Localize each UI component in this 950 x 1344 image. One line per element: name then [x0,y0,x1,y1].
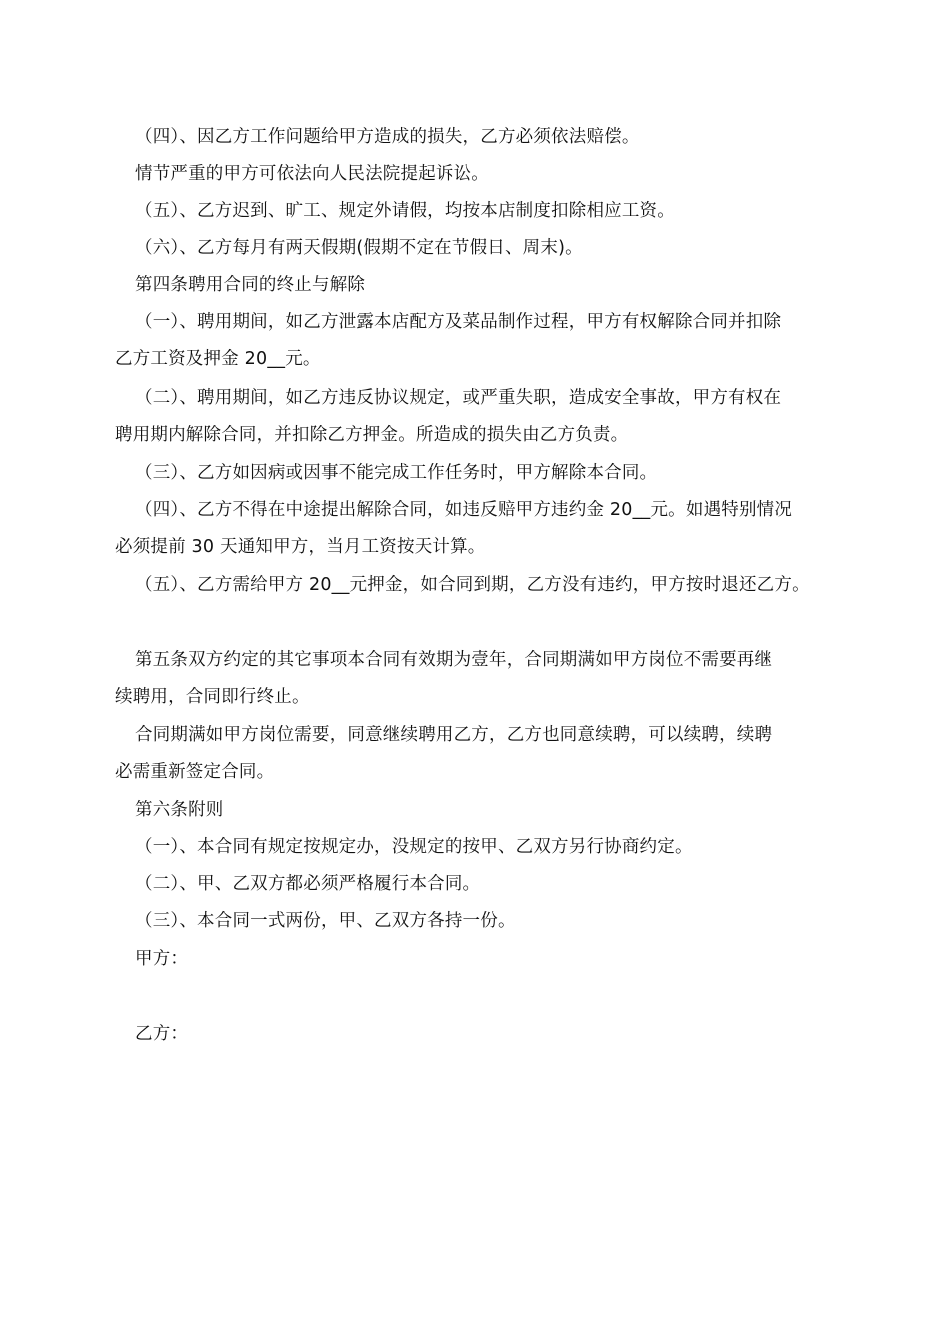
termination-clause-1 [115,304,855,378]
paragraph-line: 必需重新签定合同。 [115,762,275,782]
renewal-clause [115,717,855,791]
paragraph-line: （一）、聘用期间，如乙方泄露本店配方及菜品制作过程，甲方有权解除合同并扣除 [135,312,782,332]
section-heading: 第六条附则 [135,800,224,820]
clause-4-5 [115,193,855,230]
paragraph-line: 续聘用，合同即行终止。 [115,687,310,707]
termination-clause-2 [115,380,855,454]
paragraph-line: 第五条双方约定的其它事项本合同有效期为壹年，合同期满如甲方岗位不需要再继 [135,650,773,670]
supplementary-clause-2 [115,866,855,903]
party-b-signature [115,1016,855,1053]
clause-4-4-continued [115,156,855,193]
paragraph-line: 合同期满如甲方岗位需要，同意继续聘用乙方，乙方也同意续聘，可以续聘，续聘 [135,725,773,745]
paragraph-line: （三）、乙方如因病或因事不能完成工作任务时，甲方解除本合同。 [135,463,658,483]
supplementary-clause-1 [115,829,855,866]
supplementary-clause-3 [115,903,855,940]
paragraph-line: （二）、甲、乙双方都必须严格履行本合同。 [135,874,481,894]
paragraph-line: （二）、聘用期间，如乙方违反协议规定，或严重失职，造成安全事故，甲方有权在 [135,388,782,408]
termination-clause-4 [115,492,855,566]
article-6-heading [115,792,855,829]
article-4-heading [115,267,855,304]
paragraph-line: （四）、乙方不得在中途提出解除合同，如违反赔甲方违约金 20__元。如遇特别情况 [135,500,793,520]
termination-clause-5 [115,567,855,604]
paragraph-line: 乙方工资及押金 20__元。 [115,349,321,369]
party-a-signature [115,941,855,978]
paragraph-line: （五）、乙方需给甲方 20__元押金，如合同到期，乙方没有违约，甲方按时退还乙方。 [135,575,810,595]
article-5 [115,642,855,716]
clause-4-6 [115,230,855,267]
paragraph-line: （四）、因乙方工作问题给甲方造成的损失，乙方必须依法赔偿。 [135,127,640,147]
paragraph-line: 必须提前 30 天通知甲方，当月工资按天计算。 [115,537,486,557]
party-a-label: 甲方： [135,949,189,969]
section-heading: 第四条聘用合同的终止与解除 [135,275,366,295]
clause-4-4 [115,119,855,156]
paragraph-line: 聘用期内解除合同，并扣除乙方押金。所造成的损失由乙方负责。 [115,425,629,445]
party-b-label: 乙方： [135,1024,189,1044]
paragraph-line: （六）、乙方每月有两天假期(假期不定在节假日、周末)。 [135,238,583,258]
paragraph-line: （三）、本合同一式两份，甲、乙双方各持一份。 [135,911,516,931]
paragraph-line: （五）、乙方迟到、旷工、规定外请假，均按本店制度扣除相应工资。 [135,201,675,221]
termination-clause-3 [115,455,855,492]
paragraph-line: 情节严重的甲方可依法向人民法院提起诉讼。 [135,164,489,184]
paragraph-line: （一）、本合同有规定按规定办，没规定的按甲、乙双方另行协商约定。 [135,837,693,857]
